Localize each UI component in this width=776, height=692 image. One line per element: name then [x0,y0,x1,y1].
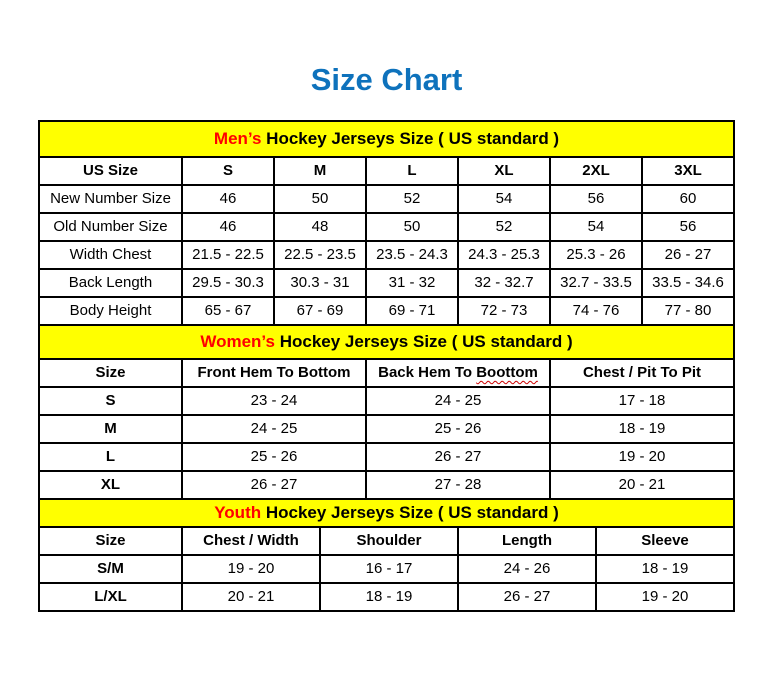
size-value-cell: 50 [274,185,366,213]
size-value-cell: 54 [458,185,550,213]
column-header: Shoulder [320,527,458,555]
row-label: Body Height [39,297,182,325]
size-value-cell: 25 - 26 [366,415,550,443]
size-value-cell: 77 - 80 [642,297,734,325]
size-value-cell: 20 - 21 [182,583,320,611]
mens-header-row [39,157,734,185]
size-value-cell: 60 [642,185,734,213]
table-row [39,471,734,499]
column-header: Front Hem To Bottom [182,359,366,387]
youth-section-accent: Youth [214,502,262,522]
size-value-cell: 65 - 67 [182,297,274,325]
size-value-cell: 20 - 21 [550,471,734,499]
womens-header-row [39,359,734,387]
size-value-cell: 50 [366,213,458,241]
size-value-cell: 25 - 26 [182,443,366,471]
youth-size-table [38,498,735,612]
column-header: Chest / Width [182,527,320,555]
column-header: US Size [39,157,182,185]
size-value-cell: 48 [274,213,366,241]
size-value-cell: 31 - 32 [366,269,458,297]
size-value-cell: 26 - 27 [182,471,366,499]
size-value-cell: 16 - 17 [320,555,458,583]
row-label: M [39,415,182,443]
table-row [39,241,734,269]
table-row [39,213,734,241]
size-value-cell: 18 - 19 [596,555,734,583]
column-header: XL [458,157,550,185]
size-value-cell: 32 - 32.7 [458,269,550,297]
size-value-cell: 25.3 - 26 [550,241,642,269]
size-value-cell: 19 - 20 [550,443,734,471]
size-value-cell: 19 - 20 [182,555,320,583]
womens-band-row [39,325,734,359]
size-value-cell: 67 - 69 [274,297,366,325]
column-header: Length [458,527,596,555]
size-value-cell: 33.5 - 34.6 [642,269,734,297]
column-header-text: Back Hem To [378,363,477,381]
mens-section-accent: Men’s [213,128,262,148]
size-value-cell: 56 [550,185,642,213]
table-row [39,387,734,415]
size-value-cell: 32.7 - 33.5 [550,269,642,297]
column-header: Sleeve [596,527,734,555]
column-header: 3XL [642,157,734,185]
misspelled-word: Boottom [476,363,538,381]
mens-band-row [39,121,734,157]
size-chart-tables [38,120,735,612]
column-header: 2XL [550,157,642,185]
size-value-cell: 18 - 19 [550,415,734,443]
size-value-cell: 46 [182,185,274,213]
column-header: Size [39,527,182,555]
size-value-cell: 23 - 24 [182,387,366,415]
youth-band-row [39,499,734,527]
table-row [39,185,734,213]
row-label: L/XL [39,583,182,611]
size-value-cell: 17 - 18 [550,387,734,415]
column-header: Chest / Pit To Pit [550,359,734,387]
size-value-cell: 24 - 25 [366,387,550,415]
size-value-cell: 29.5 - 30.3 [182,269,274,297]
column-header: M [274,157,366,185]
column-header: S [182,157,274,185]
size-value-cell: 69 - 71 [366,297,458,325]
size-value-cell: 24.3 - 25.3 [458,241,550,269]
size-value-cell: 26 - 27 [366,443,550,471]
table-row [39,555,734,583]
size-value-cell: 52 [458,213,550,241]
mens-section-header [39,121,734,157]
column-header: L [366,157,458,185]
page-title: Size Chart [310,62,463,97]
womens-section-accent: Women’s [200,331,275,351]
row-label: Back Length [39,269,182,297]
row-label: New Number Size [39,185,182,213]
row-label: S/M [39,555,182,583]
size-value-cell: 24 - 25 [182,415,366,443]
size-value-cell: 46 [182,213,274,241]
row-label: S [39,387,182,415]
table-row [39,415,734,443]
table-row [39,297,734,325]
size-value-cell: 52 [366,185,458,213]
size-value-cell: 27 - 28 [366,471,550,499]
table-row [39,269,734,297]
column-header [366,359,550,387]
mens-size-table [38,120,735,326]
youth-section-header [39,499,734,527]
table-row [39,583,734,611]
table-row [39,443,734,471]
row-label: XL [39,471,182,499]
size-value-cell: 72 - 73 [458,297,550,325]
youth-header-row [39,527,734,555]
size-value-cell: 30.3 - 31 [274,269,366,297]
size-value-cell: 26 - 27 [458,583,596,611]
size-value-cell: 56 [642,213,734,241]
size-value-cell: 26 - 27 [642,241,734,269]
column-header: Size [39,359,182,387]
row-label: Old Number Size [39,213,182,241]
size-value-cell: 54 [550,213,642,241]
mens-section-title-rest: Hockey Jerseys Size ( US standard ) [261,128,560,148]
size-value-cell: 22.5 - 23.5 [274,241,366,269]
size-value-cell: 18 - 19 [320,583,458,611]
youth-section-title-rest: Hockey Jerseys Size ( US standard ) [261,502,559,522]
size-value-cell: 21.5 - 22.5 [182,241,274,269]
row-label: L [39,443,182,471]
size-value-cell: 24 - 26 [458,555,596,583]
womens-size-table [38,324,735,500]
womens-section-title-rest: Hockey Jerseys Size ( US standard ) [274,331,573,351]
size-value-cell: 23.5 - 24.3 [366,241,458,269]
size-value-cell: 74 - 76 [550,297,642,325]
womens-section-header [39,325,734,359]
size-value-cell: 19 - 20 [596,583,734,611]
row-label: Width Chest [39,241,182,269]
